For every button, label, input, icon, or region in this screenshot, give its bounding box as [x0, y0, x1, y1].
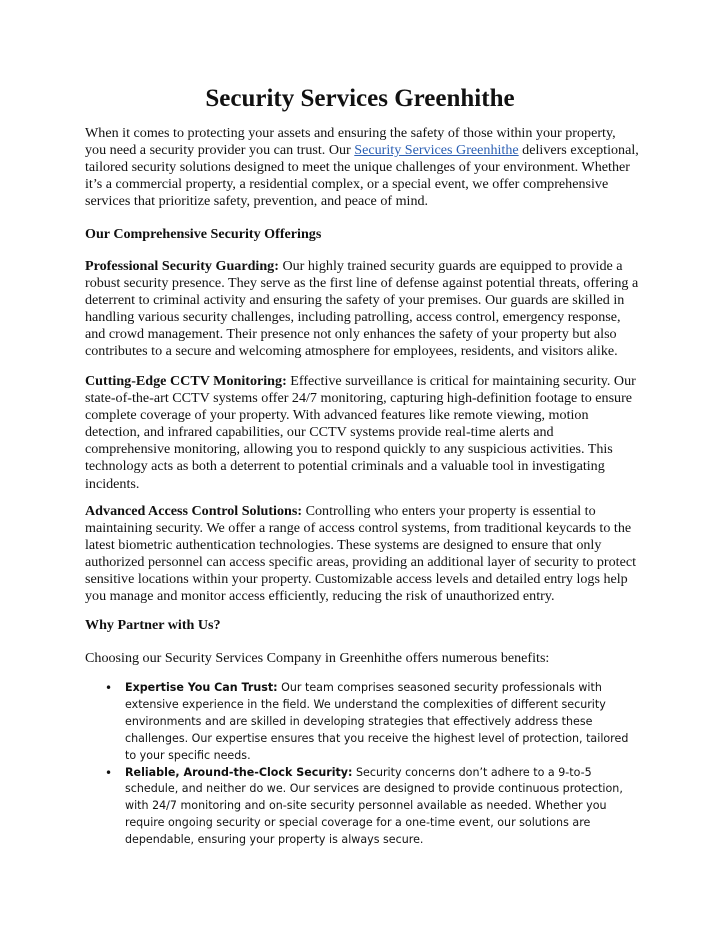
access-control-lead: Advanced Access Control Solutions: [85, 503, 303, 519]
list-item [105, 680, 640, 765]
bullet-text: Security concerns don’t adhere to a 9-to-5 schedule, and neither do we. Our services are designed to provide continuous protection, with 24/7 monitoring and on-site security personnel available as needed. Whether you require ongoing security or special coverage for a one-time event, our solutions are dependable, ensuring your property is always secure. [125, 765, 623, 847]
cctv-text: Effective surveillance is critical for maintaining security. Our state-of-the-art CCTV systems offer 24/7 monitoring, capturing high-definition footage to ensure complete coverage of your property. With advanced features like remote viewing, motion detection, and infrared capabilities, our CCTV systems provide real-time alerts and comprehensive monitoring, allowing you to respond quickly to any suspicious activities. This technology acts as both a deterrent to potential criminals and a valuable tool in investigating incidents. [85, 373, 636, 492]
bullet-lead: Reliable, Around-the-Clock Security: [125, 765, 353, 779]
access-control-text: Controlling who enters your property is essential to maintaining security. We offer a range of access control systems, from traditional keycards to the latest biometric authentication technologies. These systems are designed to ensure that only authorized personnel can access specific areas, providing an additional layer of security to protect sensitive locations within your property. Customizable access levels and detailed entry logs help you manage and monitor access efficiently, reducing the risk of unauthorized entry. [85, 503, 636, 605]
list-item [105, 765, 640, 850]
bullet-icon: • [105, 681, 113, 695]
bullet-lead: Expertise You Can Trust: [125, 681, 278, 694]
guarding-text: Our highly trained security guards are equipped to provide a robust security presence. They serve as the first line of defense against potential threats, offering a deterrent to criminal activity and ensuring the safety of your premises. Our guards are skilled in handling various security challenges, including patrolling, access control, emergency response, and crowd management. Their presence not only enhances the safety of your property but also contributes to a secure and welcoming atmosphere for employees, residents, and visitors alike. [85, 258, 639, 360]
guarding-lead: Professional Security Guarding: [85, 258, 279, 274]
cctv-paragraph [85, 373, 640, 493]
bullet-icon: • [105, 765, 113, 780]
security-services-link[interactable]: Security Services Greenhithe [354, 142, 519, 159]
intro-text-after-link: delivers exceptional, tailored security solutions designed to meet the unique challenges of your environment. Whether it’s a commercial property, a residential complex, or a special event, we offer comprehensive services that prioritize safety, prevention, and peace of mind. [85, 142, 639, 210]
intro-paragraph [85, 125, 640, 210]
bullet-text: Our team comprises seasoned security professionals with extensive experience in the field. We understand the complexities of different security environments and are skilled in developing strategies that effectively address these challenges. Our expertise ensures that you receive the highest level of protection, tailored to your specific needs. [125, 681, 629, 762]
offerings-heading: Our Comprehensive Security Offerings [85, 226, 322, 242]
page-title: Security Services Greenhithe [205, 85, 515, 112]
partner-intro: Choosing our Security Services Company in Greenhithe offers numerous benefits: [85, 650, 550, 666]
benefits-list [105, 680, 640, 849]
intro-text-before-link: When it comes to protecting your assets and ensuring the safety of those within your property, you need a security provider you can trust. Our [85, 125, 616, 159]
partner-heading: Why Partner with Us? [85, 617, 221, 633]
cctv-lead: Cutting-Edge CCTV Monitoring: [85, 373, 287, 389]
access-control-paragraph [85, 503, 640, 606]
guarding-paragraph [85, 258, 640, 361]
